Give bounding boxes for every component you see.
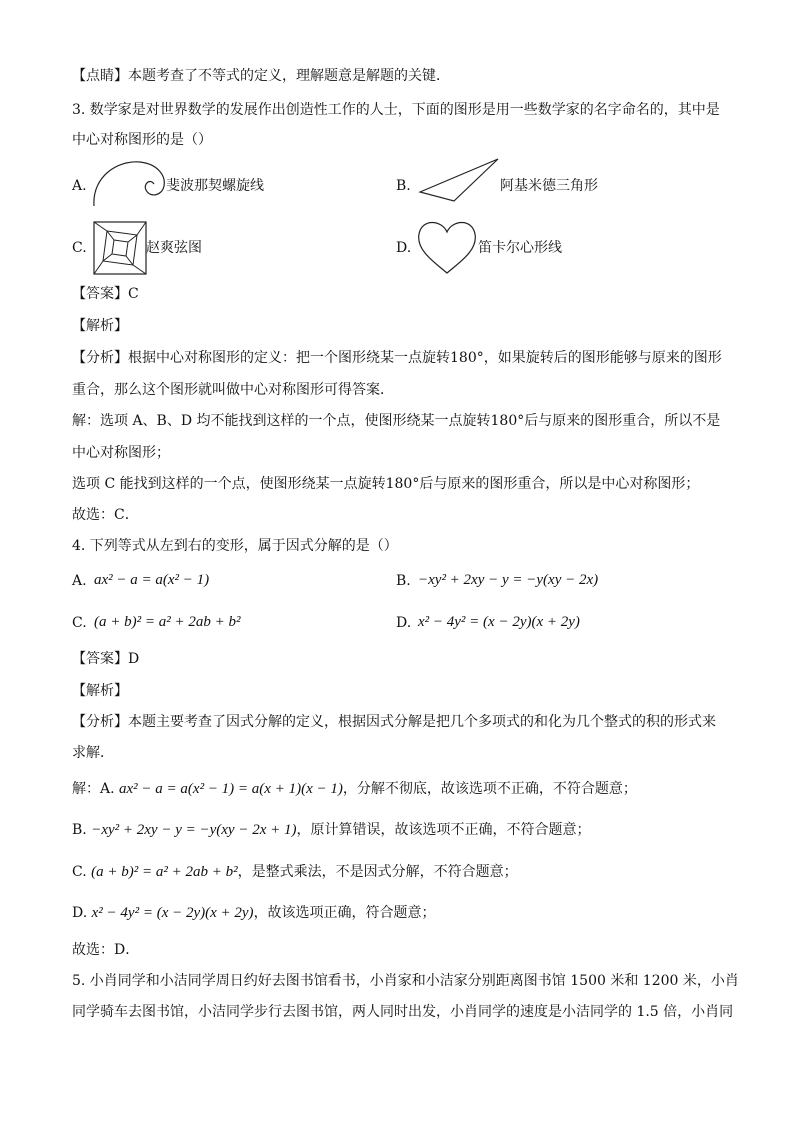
q3-analysis-line2: 重合，那么这个图形就叫做中心对称图形可得答案． — [72, 382, 394, 398]
q4-option-d-letter: D. — [396, 615, 412, 631]
q4-solution-d — [72, 903, 436, 923]
q3-stem-line1: 3. 数学家是对世界数学的发展作出创造性工作的人士，下面的图形是用一些数学家的名字命名的，其中是 — [72, 102, 720, 118]
q3-solution-line1: 解：选项 A、B、D 均不能找到这样的一个点，使图形绕某一点旋转180°后与原来的图形重合，所以不是 — [72, 413, 721, 429]
q4-stem: 4. 下列等式从左到右的变形，属于因式分解的是（） — [72, 538, 398, 554]
q4-option-c-letter: C. — [72, 615, 87, 631]
q3-stem-line2: 中心对称图形的是（） — [72, 132, 212, 148]
q3-option-a-text: 斐波那契螺旋线 — [166, 178, 264, 194]
q3-analysis-line1: 【分析】根据中心对称图形的定义：把一个图形绕某一点旋转180°，如果旋转后的图形能够与原来的图形 — [72, 350, 722, 366]
q4-jiexi: 【解析】 — [72, 683, 128, 699]
q4-option-b-letter: B. — [396, 573, 411, 589]
q4-solution-d-expr: x² − 4y² = (x − 2y)(x + 2y) — [91, 905, 254, 921]
q3-option-d-letter: D. — [396, 240, 412, 256]
q3-option-b-letter: B. — [396, 178, 411, 194]
q3-answer: 【答案】C — [72, 286, 139, 302]
q3-option-c-text: 赵爽弦图 — [146, 240, 202, 256]
q4-analysis-line2: 求解． — [72, 745, 114, 761]
q3-solution-line2: 中心对称图形； — [72, 445, 170, 461]
q4-analysis-line1: 【分析】本题主要考查了因式分解的定义，根据因式分解是把几个多项式的和化为几个整式的积的形式来 — [72, 714, 716, 730]
q4-solution-b-text: ，原计算错误，故该选项不正确，不符合题意； — [296, 822, 591, 838]
fibonacci-spiral-figure — [88, 158, 172, 210]
q3-option-d-text: 笛卡尔心形线 — [478, 240, 562, 256]
zhao-shuang-diagram-figure — [93, 221, 147, 275]
q3-option-a-letter: A. — [72, 178, 87, 194]
q4-solution-d-prefix: D. — [72, 905, 88, 921]
q3-choose: 故选：C． — [72, 507, 139, 523]
q5-stem-line2: 同学骑车去图书馆，小洁同学步行去图书馆，两人同时出发，小肖同学的速度是小洁同学的 1.5 倍，小肖同 — [72, 1004, 734, 1020]
q5-stem-line1: 5. 小肖同学和小洁同学周日约好去图书馆看书，小肖家和小洁家分别距离图书馆 1500 米和 1200 米，小肖 — [72, 973, 739, 989]
q3-option-b-text: 阿基米德三角形 — [500, 178, 598, 194]
q4-choose: 故选：D． — [72, 942, 140, 958]
q4-solution-c-text: ，是整式乘法，不是因式分解，不符合题意； — [237, 864, 518, 880]
q4-option-b-expr: −xy² + 2xy − y = −y(xy − 2x) — [418, 572, 599, 588]
q4-answer: 【答案】D — [72, 651, 140, 667]
q4-solution-a-text: ，分解不彻底，故该选项不正确，不符合题意； — [342, 781, 637, 797]
q4-solution-a-expr: ax² − a = a(x² − 1) = a(x + 1)(x − 1) — [119, 781, 343, 797]
q4-option-c-expr: (a + b)² = a² + 2ab + b² — [94, 614, 241, 630]
q4-option-a-expr: ax² − a = a(x² − 1) — [94, 572, 210, 588]
q4-solution-c-expr: (a + b)² = a² + 2ab + b² — [91, 864, 238, 880]
cardioid-heart-figure — [416, 218, 478, 276]
q4-solution-a — [72, 779, 637, 799]
q3-solution-line3: 选项 C 能找到这样的一个点，使图形绕某一点旋转180°后与原来的图形重合，所以是中心对称图形； — [72, 476, 700, 492]
q4-solution-b-prefix: B. — [72, 822, 87, 838]
q4-solution-b-expr: −xy² + 2xy − y = −y(xy − 2x + 1) — [91, 822, 297, 838]
q4-option-d-expr: x² − 4y² = (x − 2y)(x + 2y) — [418, 614, 580, 630]
q4-option-a-letter: A. — [72, 573, 87, 589]
q4-solution-c-prefix: C. — [72, 864, 87, 880]
q4-solution-b — [72, 820, 590, 840]
archimedes-triangle-figure — [416, 156, 500, 204]
q4-solution-a-prefix: 解：A. — [72, 781, 115, 797]
q4-solution-c — [72, 862, 518, 882]
q3-jiexi: 【解析】 — [72, 318, 128, 334]
prev-dianjing: 【点睛】本题考查了不等式的定义，理解题意是解题的关键． — [72, 68, 450, 84]
q4-solution-d-text: ，故该选项正确，符合题意； — [253, 905, 436, 921]
q3-option-c-letter: C. — [72, 240, 87, 256]
